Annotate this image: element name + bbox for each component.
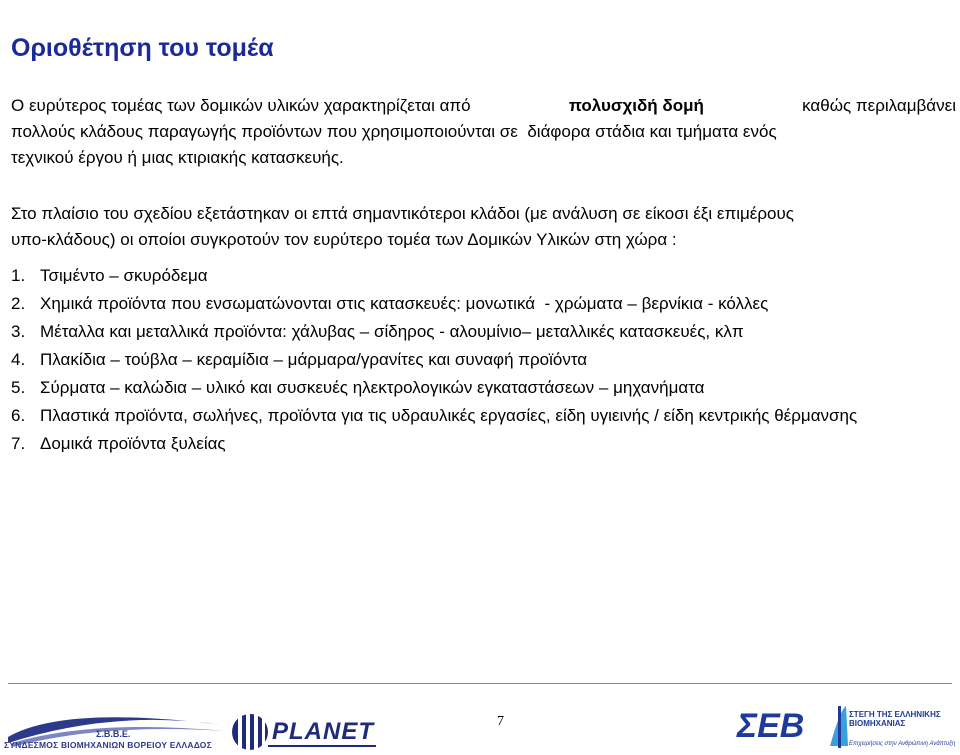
seb-tagline: Επιχειρήσεις στην Ανθρώπινη Ανάπτυξη: [849, 741, 956, 747]
list-item-text: Πλαστικά προϊόντα, σωλήνες, προϊόντα για τις υδραυλικές εργασίες, είδη υγιεινής / είδη κεντρικής θέρμανσης: [40, 406, 858, 425]
list-item-text: Πλακίδια – τούβλα – κεραμίδια – μάρμαρα/γρανίτες και συναφή προϊόντα: [40, 350, 588, 369]
list-item: [11, 430, 956, 457]
list-item-text: Σύρματα – καλώδια – υλικό και συσκευές ηλεκτρολογικών εγκαταστάσεων – μηχανήματα: [40, 378, 705, 397]
list-item-number: 7.: [11, 434, 26, 453]
context-paragraph: [11, 201, 956, 253]
sector-list: [11, 262, 956, 458]
list-item-number: 5.: [11, 378, 26, 397]
intro-line-1: [11, 93, 956, 119]
list-item-text: Μέταλλα και μεταλλικά προϊόντα: χάλυβας – σίδηρος - αλουμίνιο– μεταλλικές κατασκευές, κλπ: [40, 322, 744, 341]
list-item: [11, 374, 956, 401]
list-item-text: Δομικά προϊόντα ξυλείας: [40, 434, 226, 453]
list-item-text: Χημικά προϊόντα που ενσωματώνονται στις κατασκευές: μονωτικά - χρώματα – βερνίκια - κόλλες: [40, 294, 769, 313]
list-item: [11, 402, 956, 429]
seb-subtitle: [849, 710, 941, 728]
context-line-1: Στο πλαίσιο του σχεδίου εξετάστηκαν οι επτά σημαντικότεροι κλάδοι (με ανάλυση σε είκοσι έξι επιμέρους: [11, 204, 794, 223]
intro-paragraph: [11, 93, 956, 171]
list-item-number: 1.: [11, 266, 26, 285]
list-item-number: 4.: [11, 350, 26, 369]
footer-divider: [8, 683, 952, 684]
planet-logo-text: PLANET: [272, 718, 374, 745]
context-line-2: υπο-κλάδους) οι οποίοι συγκροτούν τον ευρύτερο τομέα των Δομικών Υλικών στη χώρα :: [11, 230, 677, 249]
list-item-number: 3.: [11, 322, 26, 341]
page-title: Οριοθέτηση του τομέα: [11, 34, 274, 62]
intro-line-1-pre: Ο ευρύτερος τομέας των δομικών υλικών χαρακτηρίζεται από: [11, 96, 471, 115]
sbbe-name: ΣΥΝΔΕΣΜΟΣ ΒΙΟΜΗΧΑΝΙΩΝ ΒΟΡΕΙΟΥ ΕΛΛΑΔΟΣ: [4, 740, 212, 750]
sbbe-abbreviation: Σ.Β.Β.Ε.: [96, 729, 131, 739]
list-item: [11, 346, 956, 373]
list-item: [11, 290, 956, 317]
intro-emphasis: πολυσχιδή δομή: [568, 96, 704, 115]
seb-logo-text: ΣΕΒ: [737, 707, 805, 745]
intro-line-2: πολλούς κλάδους παραγωγής προϊόντων που χρησιμοποιούνται σε διάφορα στάδια και τμήματα ενός: [11, 122, 777, 141]
page-number: 7: [497, 714, 504, 729]
intro-line-1-post: καθώς περιλαμβάνει: [802, 96, 956, 115]
list-item-number: 6.: [11, 406, 26, 425]
list-item-text: Τσιμέντο – σκυρόδεμα: [40, 266, 208, 285]
list-item-number: 2.: [11, 294, 26, 313]
list-item: [11, 262, 956, 289]
seb-subtitle-line-2: ΒΙΟΜΗΧΑΝΙΑΣ: [849, 719, 906, 728]
seb-subtitle-line-1: ΣΤΕΓΗ ΤΗΣ ΕΛΛΗΝΙΚΗΣ: [849, 710, 941, 719]
list-item: [11, 318, 956, 345]
intro-line-3: τεχνικού έργου ή μιας κτιριακής κατασκευής.: [11, 148, 344, 167]
